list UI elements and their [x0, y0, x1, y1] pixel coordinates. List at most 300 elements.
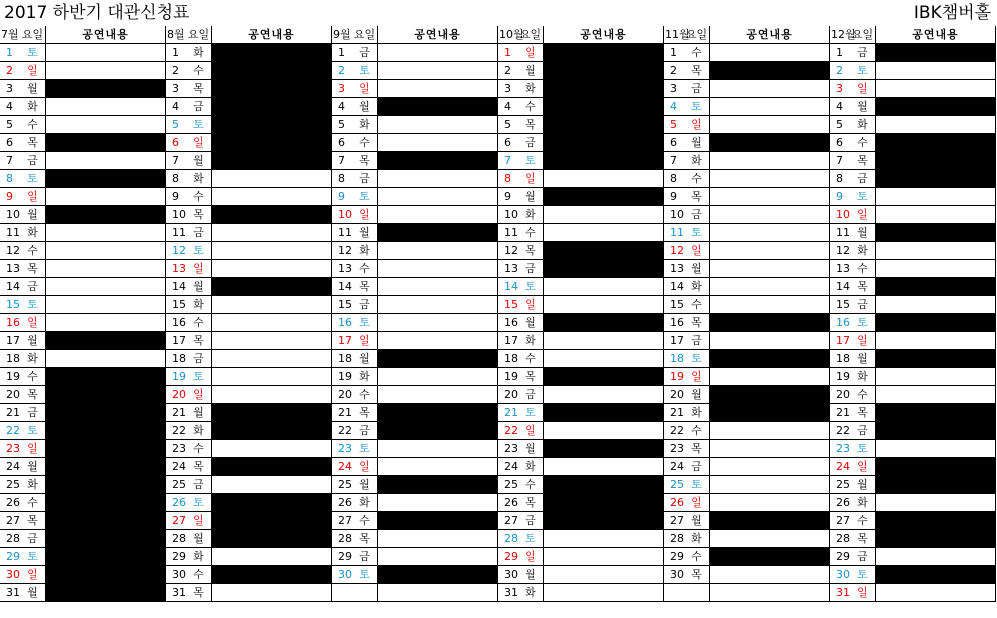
weekday-cell: 일	[850, 80, 876, 98]
booked-slot[interactable]	[544, 440, 664, 458]
booked-slot[interactable]	[710, 404, 830, 422]
booked-slot[interactable]	[46, 170, 166, 188]
available-slot[interactable]	[378, 368, 498, 386]
available-slot[interactable]	[876, 584, 996, 602]
available-slot[interactable]	[46, 314, 166, 332]
available-slot[interactable]	[710, 152, 830, 170]
booked-slot[interactable]	[544, 134, 664, 152]
available-slot[interactable]	[378, 206, 498, 224]
weekday-cell: 월	[186, 152, 212, 170]
available-slot[interactable]	[710, 494, 830, 512]
available-slot[interactable]	[710, 170, 830, 188]
available-slot[interactable]	[46, 278, 166, 296]
weekday-cell: 수	[684, 422, 710, 440]
weekday-cell: 수	[518, 476, 544, 494]
booked-slot[interactable]	[212, 98, 332, 116]
weekday-cell: 일	[186, 260, 212, 278]
weekday-cell: 일	[186, 386, 212, 404]
weekday-cell: 일	[518, 44, 544, 62]
available-slot[interactable]	[378, 386, 498, 404]
weekday-cell	[684, 584, 710, 602]
booked-slot[interactable]	[876, 170, 996, 188]
booked-slot[interactable]	[710, 314, 830, 332]
booked-slot[interactable]	[46, 584, 166, 602]
date-cell: 1	[0, 44, 20, 62]
date-cell: 3	[664, 80, 684, 98]
date-cell: 23	[664, 440, 684, 458]
weekday-cell: 토	[186, 368, 212, 386]
available-slot[interactable]	[544, 530, 664, 548]
available-slot[interactable]	[378, 458, 498, 476]
date-cell: 27	[166, 512, 186, 530]
available-slot[interactable]	[544, 386, 664, 404]
weekday-cell: 월	[352, 98, 378, 116]
weekday-cell: 월	[20, 206, 46, 224]
date-cell: 10	[0, 206, 20, 224]
date-cell: 8	[830, 170, 850, 188]
available-slot[interactable]	[876, 368, 996, 386]
booked-slot[interactable]	[212, 404, 332, 422]
available-slot[interactable]	[46, 296, 166, 314]
weekday-cell: 목	[518, 368, 544, 386]
booked-slot[interactable]	[710, 350, 830, 368]
available-slot[interactable]	[212, 224, 332, 242]
weekday-cell: 토	[352, 62, 378, 80]
weekday-cell: 수	[20, 368, 46, 386]
booked-slot[interactable]	[544, 242, 664, 260]
booked-slot[interactable]	[46, 566, 166, 584]
available-slot[interactable]	[212, 548, 332, 566]
date-cell: 28	[332, 530, 352, 548]
available-slot[interactable]	[876, 260, 996, 278]
booked-slot[interactable]	[876, 350, 996, 368]
available-slot[interactable]	[46, 62, 166, 80]
date-cell: 16	[830, 314, 850, 332]
available-slot[interactable]	[378, 530, 498, 548]
date-cell	[664, 584, 684, 602]
date-cell: 28	[166, 530, 186, 548]
booked-slot[interactable]	[378, 350, 498, 368]
available-slot[interactable]	[212, 332, 332, 350]
weekday-header: 요일	[186, 26, 212, 44]
date-cell: 2	[332, 62, 352, 80]
booked-slot[interactable]	[46, 368, 166, 386]
weekday-cell: 월	[20, 332, 46, 350]
booked-slot[interactable]	[212, 44, 332, 62]
available-slot[interactable]	[710, 206, 830, 224]
available-slot[interactable]	[46, 242, 166, 260]
date-cell: 28	[498, 530, 518, 548]
available-slot[interactable]	[378, 440, 498, 458]
available-slot[interactable]	[212, 386, 332, 404]
booked-slot[interactable]	[544, 404, 664, 422]
booked-slot[interactable]	[46, 422, 166, 440]
available-slot[interactable]	[710, 584, 830, 602]
date-cell: 19	[166, 368, 186, 386]
weekday-cell: 화	[352, 368, 378, 386]
available-slot[interactable]	[212, 350, 332, 368]
weekday-header: 요일	[850, 26, 876, 44]
date-cell: 17	[332, 332, 352, 350]
weekday-cell: 일	[850, 584, 876, 602]
available-slot[interactable]	[544, 350, 664, 368]
weekday-cell: 금	[850, 548, 876, 566]
date-cell: 10	[664, 206, 684, 224]
weekday-cell: 금	[684, 332, 710, 350]
weekday-cell: 월	[352, 224, 378, 242]
available-slot[interactable]	[710, 80, 830, 98]
available-slot[interactable]	[212, 314, 332, 332]
available-slot[interactable]	[46, 98, 166, 116]
weekday-cell: 금	[20, 404, 46, 422]
available-slot[interactable]	[544, 332, 664, 350]
date-cell: 16	[0, 314, 20, 332]
available-slot[interactable]	[46, 350, 166, 368]
booked-slot[interactable]	[212, 152, 332, 170]
available-slot[interactable]	[378, 278, 498, 296]
available-slot[interactable]	[710, 332, 830, 350]
weekday-cell: 금	[352, 296, 378, 314]
weekday-cell: 토	[20, 548, 46, 566]
weekday-cell: 목	[518, 116, 544, 134]
available-slot[interactable]	[544, 566, 664, 584]
weekday-cell: 금	[684, 458, 710, 476]
booked-slot[interactable]	[876, 314, 996, 332]
booked-slot[interactable]	[212, 566, 332, 584]
available-slot[interactable]	[378, 80, 498, 98]
available-slot[interactable]	[378, 296, 498, 314]
date-cell: 9	[0, 188, 20, 206]
booked-slot[interactable]	[544, 152, 664, 170]
date-cell: 15	[498, 296, 518, 314]
available-slot[interactable]	[212, 440, 332, 458]
available-slot[interactable]	[710, 476, 830, 494]
available-slot[interactable]	[378, 584, 498, 602]
available-slot[interactable]	[378, 548, 498, 566]
booked-slot[interactable]	[876, 422, 996, 440]
weekday-cell: 화	[684, 404, 710, 422]
weekday-cell: 월	[352, 350, 378, 368]
booked-slot[interactable]	[212, 512, 332, 530]
available-slot[interactable]	[710, 242, 830, 260]
weekday-cell: 토	[518, 152, 544, 170]
available-slot[interactable]	[876, 494, 996, 512]
booked-slot[interactable]	[876, 98, 996, 116]
booked-slot[interactable]	[544, 368, 664, 386]
booked-slot[interactable]	[710, 512, 830, 530]
available-slot[interactable]	[876, 296, 996, 314]
booked-slot[interactable]	[876, 152, 996, 170]
available-slot[interactable]	[544, 422, 664, 440]
weekday-cell: 수	[850, 386, 876, 404]
date-cell: 7	[498, 152, 518, 170]
booked-slot[interactable]	[46, 404, 166, 422]
date-cell: 16	[664, 314, 684, 332]
available-slot[interactable]	[378, 188, 498, 206]
weekday-cell: 월	[684, 260, 710, 278]
available-slot[interactable]	[212, 296, 332, 314]
month-header: 7월	[0, 26, 20, 44]
weekday-cell: 수	[186, 440, 212, 458]
weekday-cell: 화	[850, 494, 876, 512]
date-cell: 13	[332, 260, 352, 278]
available-slot[interactable]	[876, 188, 996, 206]
booked-slot[interactable]	[544, 80, 664, 98]
date-cell: 24	[166, 458, 186, 476]
booked-slot[interactable]	[212, 116, 332, 134]
booked-slot[interactable]	[876, 566, 996, 584]
booked-slot[interactable]	[378, 404, 498, 422]
available-slot[interactable]	[46, 44, 166, 62]
booked-slot[interactable]	[212, 80, 332, 98]
available-slot[interactable]	[46, 260, 166, 278]
booked-slot[interactable]	[710, 62, 830, 80]
booked-slot[interactable]	[46, 530, 166, 548]
booked-slot[interactable]	[46, 476, 166, 494]
booked-slot[interactable]	[378, 98, 498, 116]
booked-slot[interactable]	[544, 44, 664, 62]
weekday-cell: 수	[352, 512, 378, 530]
available-slot[interactable]	[212, 368, 332, 386]
date-cell: 9	[166, 188, 186, 206]
booked-slot[interactable]	[212, 206, 332, 224]
date-cell: 25	[0, 476, 20, 494]
available-slot[interactable]	[876, 440, 996, 458]
date-cell: 25	[498, 476, 518, 494]
date-cell: 3	[0, 80, 20, 98]
booked-slot[interactable]	[212, 458, 332, 476]
available-slot[interactable]	[544, 278, 664, 296]
booked-slot[interactable]	[46, 206, 166, 224]
date-cell: 25	[830, 476, 850, 494]
available-slot[interactable]	[544, 458, 664, 476]
booked-slot[interactable]	[212, 134, 332, 152]
available-slot[interactable]	[876, 242, 996, 260]
weekday-cell: 목	[186, 80, 212, 98]
weekday-cell: 화	[518, 206, 544, 224]
booked-slot[interactable]	[46, 494, 166, 512]
date-cell: 18	[0, 350, 20, 368]
booked-slot[interactable]	[710, 548, 830, 566]
available-slot[interactable]	[212, 260, 332, 278]
booked-slot[interactable]	[378, 224, 498, 242]
weekday-cell: 수	[352, 260, 378, 278]
available-slot[interactable]	[378, 494, 498, 512]
booked-slot[interactable]	[876, 278, 996, 296]
available-slot[interactable]	[876, 206, 996, 224]
month-header: 8월	[166, 26, 186, 44]
date-cell: 23	[0, 440, 20, 458]
booked-slot[interactable]	[212, 278, 332, 296]
available-slot[interactable]	[544, 206, 664, 224]
weekday-header: 요일	[20, 26, 46, 44]
booked-slot[interactable]	[544, 62, 664, 80]
booked-slot[interactable]	[876, 512, 996, 530]
weekday-cell: 목	[850, 152, 876, 170]
weekday-cell: 토	[850, 62, 876, 80]
date-cell: 13	[498, 260, 518, 278]
booked-slot[interactable]	[212, 530, 332, 548]
booked-slot[interactable]	[46, 548, 166, 566]
available-slot[interactable]	[710, 98, 830, 116]
weekday-cell: 화	[186, 44, 212, 62]
booked-slot[interactable]	[46, 440, 166, 458]
booked-slot[interactable]	[544, 116, 664, 134]
available-slot[interactable]	[378, 44, 498, 62]
booked-slot[interactable]	[46, 512, 166, 530]
booked-slot[interactable]	[212, 62, 332, 80]
booked-slot[interactable]	[710, 134, 830, 152]
weekday-cell: 금	[186, 350, 212, 368]
date-cell: 1	[664, 44, 684, 62]
available-slot[interactable]	[46, 188, 166, 206]
available-slot[interactable]	[378, 134, 498, 152]
booked-slot[interactable]	[378, 566, 498, 584]
date-cell: 21	[332, 404, 352, 422]
booked-slot[interactable]	[46, 332, 166, 350]
available-slot[interactable]	[212, 242, 332, 260]
booked-slot[interactable]	[378, 152, 498, 170]
weekday-cell: 수	[518, 224, 544, 242]
date-cell: 31	[0, 584, 20, 602]
booked-slot[interactable]	[876, 476, 996, 494]
booked-slot[interactable]	[212, 494, 332, 512]
available-slot[interactable]	[46, 116, 166, 134]
available-slot[interactable]	[378, 170, 498, 188]
date-cell: 5	[664, 116, 684, 134]
booked-slot[interactable]	[46, 80, 166, 98]
date-cell: 12	[0, 242, 20, 260]
available-slot[interactable]	[876, 548, 996, 566]
available-slot[interactable]	[544, 584, 664, 602]
booked-slot[interactable]	[378, 512, 498, 530]
weekday-cell: 목	[20, 260, 46, 278]
booked-slot[interactable]	[544, 188, 664, 206]
weekday-cell: 목	[684, 314, 710, 332]
available-slot[interactable]	[710, 260, 830, 278]
available-slot[interactable]	[876, 386, 996, 404]
available-slot[interactable]	[212, 584, 332, 602]
available-slot[interactable]	[710, 440, 830, 458]
available-slot[interactable]	[544, 296, 664, 314]
booked-slot[interactable]	[212, 422, 332, 440]
available-slot[interactable]	[876, 116, 996, 134]
weekday-cell: 토	[20, 422, 46, 440]
booked-slot[interactable]	[544, 494, 664, 512]
booked-slot[interactable]	[378, 422, 498, 440]
booked-slot[interactable]	[876, 458, 996, 476]
booked-slot[interactable]	[544, 512, 664, 530]
weekday-cell: 토	[352, 566, 378, 584]
booked-slot[interactable]	[378, 476, 498, 494]
weekday-cell: 금	[850, 422, 876, 440]
booked-slot[interactable]	[544, 314, 664, 332]
weekday-cell: 일	[518, 170, 544, 188]
date-cell: 24	[498, 458, 518, 476]
booked-slot[interactable]	[544, 476, 664, 494]
available-slot[interactable]	[710, 224, 830, 242]
weekday-cell: 월	[186, 278, 212, 296]
date-cell: 19	[498, 368, 518, 386]
booked-slot[interactable]	[876, 530, 996, 548]
booked-slot[interactable]	[876, 134, 996, 152]
date-cell: 18	[498, 350, 518, 368]
date-cell: 9	[498, 188, 518, 206]
available-slot[interactable]	[710, 368, 830, 386]
date-cell: 5	[166, 116, 186, 134]
available-slot[interactable]	[212, 188, 332, 206]
available-slot[interactable]	[710, 566, 830, 584]
available-slot[interactable]	[544, 224, 664, 242]
booked-slot[interactable]	[876, 224, 996, 242]
available-slot[interactable]	[212, 170, 332, 188]
available-slot[interactable]	[544, 548, 664, 566]
date-cell: 9	[830, 188, 850, 206]
available-slot[interactable]	[378, 332, 498, 350]
available-slot[interactable]	[710, 422, 830, 440]
date-cell: 1	[332, 44, 352, 62]
available-slot[interactable]	[378, 242, 498, 260]
available-slot[interactable]	[710, 278, 830, 296]
date-cell: 15	[0, 296, 20, 314]
weekday-cell: 토	[684, 224, 710, 242]
date-cell: 6	[498, 134, 518, 152]
weekday-cell: 토	[684, 350, 710, 368]
date-cell: 22	[830, 422, 850, 440]
available-slot[interactable]	[378, 314, 498, 332]
date-cell: 17	[166, 332, 186, 350]
available-slot[interactable]	[544, 170, 664, 188]
weekday-cell: 월	[186, 404, 212, 422]
weekday-cell: 화	[850, 368, 876, 386]
weekday-cell: 목	[20, 134, 46, 152]
available-slot[interactable]	[46, 152, 166, 170]
available-slot[interactable]	[212, 476, 332, 494]
date-cell: 17	[0, 332, 20, 350]
weekday-cell: 금	[352, 44, 378, 62]
weekday-cell: 금	[850, 170, 876, 188]
date-cell: 11	[830, 224, 850, 242]
available-slot[interactable]	[876, 332, 996, 350]
booked-slot[interactable]	[46, 386, 166, 404]
weekday-cell: 수	[684, 44, 710, 62]
available-slot[interactable]	[876, 80, 996, 98]
available-slot[interactable]	[710, 44, 830, 62]
available-slot[interactable]	[710, 530, 830, 548]
booked-slot[interactable]	[876, 44, 996, 62]
booked-slot[interactable]	[544, 260, 664, 278]
weekday-cell: 토	[684, 98, 710, 116]
available-slot[interactable]	[710, 296, 830, 314]
available-slot[interactable]	[710, 458, 830, 476]
date-cell: 23	[498, 440, 518, 458]
available-slot[interactable]	[46, 224, 166, 242]
available-slot[interactable]	[876, 62, 996, 80]
available-slot[interactable]	[378, 116, 498, 134]
available-slot[interactable]	[710, 188, 830, 206]
date-cell: 19	[0, 368, 20, 386]
booked-slot[interactable]	[544, 98, 664, 116]
date-cell: 13	[166, 260, 186, 278]
booked-slot[interactable]	[876, 404, 996, 422]
available-slot[interactable]	[378, 62, 498, 80]
weekday-cell: 일	[850, 458, 876, 476]
booked-slot[interactable]	[46, 134, 166, 152]
booked-slot[interactable]	[710, 386, 830, 404]
available-slot[interactable]	[378, 260, 498, 278]
available-slot[interactable]	[710, 116, 830, 134]
booked-slot[interactable]	[46, 458, 166, 476]
